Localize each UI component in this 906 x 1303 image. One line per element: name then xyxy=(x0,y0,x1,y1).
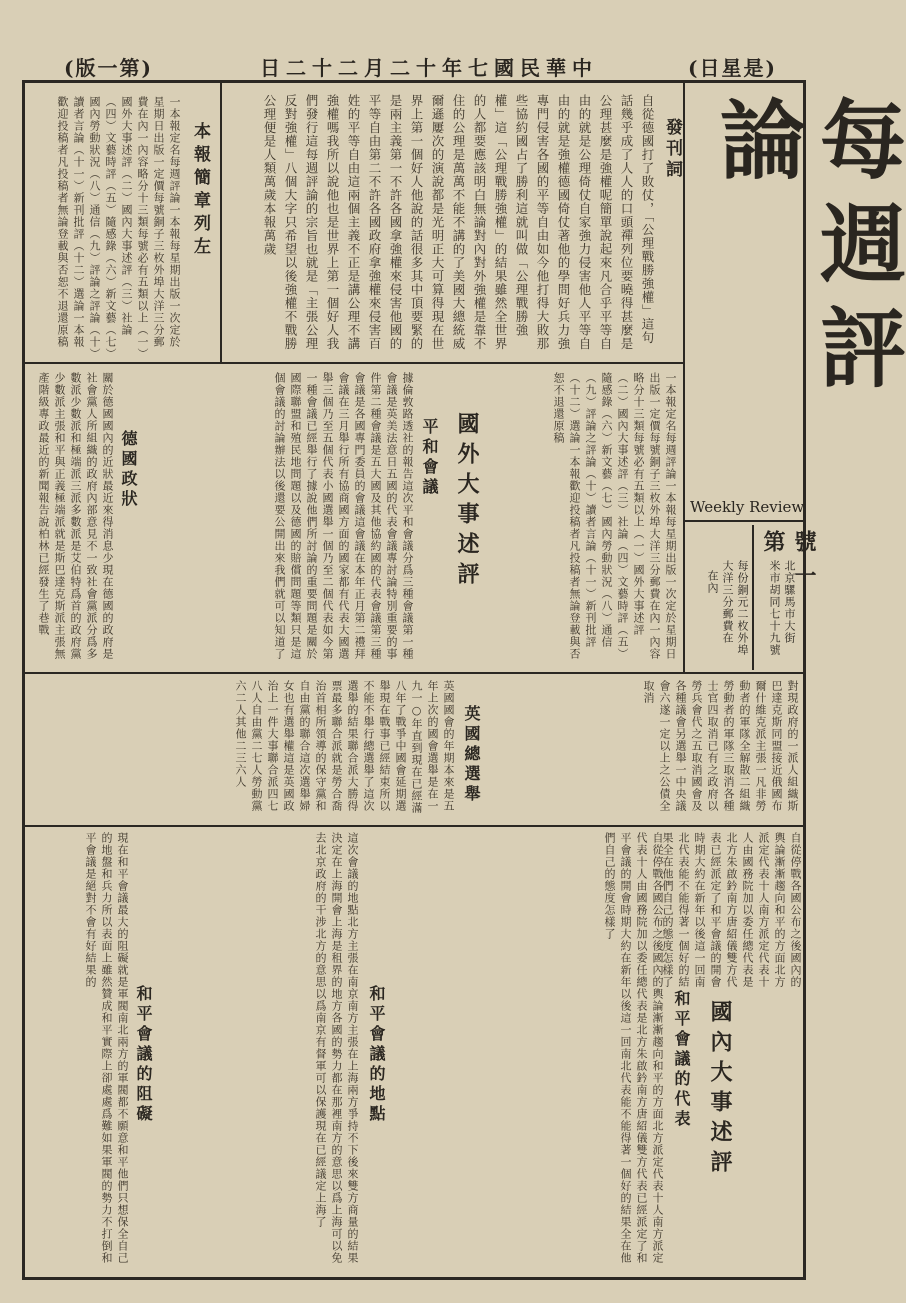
guowai-cont-text: 一本報定名每週評論一本報每星期出版一次定於星期日出版一定價每號銅子三枚外埠大洋三分郵費在內一內容略分十三類每號必有五類以上（一）國外大事述評（二）國內大事述評（三）社論（四）文藝時評（五）隨感錄（六）新文藝（七）國內勞動狀況（八）通信（九）評論之評論（十）讀者言論（十一）新刊批評（十二）選論一本報歡迎投稿者凡投稿者無論登載與否恕不退還原稿 xyxy=(552,372,677,660)
header-page: (版一第) xyxy=(64,56,153,80)
peace-title: 平和會議 xyxy=(420,418,439,498)
masthead-english: Weekly Review xyxy=(690,498,805,516)
section-divider-bottom xyxy=(25,825,803,827)
jianzhang-text: 一本報定名每週評論一本報每星期出版一次定於星期日出版一定價每號銅子三枚外埠大洋三分郵費在內一內容略分十三類每號必有五類以上（一）國外大事述評（二）國內大事述評（三）社論（四）文藝時評（五）隨感錄（六）新文藝（七）國內勞動狀況（八）通信（九）評論之評論（十）讀者言論（十一）新刊批評（十二）選論一本報歡迎投稿者凡投稿者無論登載與否恕不退還原稿 xyxy=(56,96,181,355)
section-divider-lower xyxy=(25,672,803,674)
masthead-separator xyxy=(752,525,754,670)
header-weekday: (日星是) xyxy=(688,56,777,80)
russia-text: 對現政府的一派人組織斯巴達克斯同盟接近俄國布爾什維克派主張一凡非勞動者的軍隊全解散二組織勞動者的軍隊三取消各種士官四取消已有之政府以勞兵會代之五取消國會及各種議會另選舉一中央議會六遂一定以上之公債全取消 xyxy=(642,680,799,812)
masthead-info-3: 每份銅元二枚外埠 xyxy=(736,560,749,656)
masthead-info-5: 在內 xyxy=(706,570,719,594)
location-text: 這次會議的地點北方主張在南京南方主張在上海兩方爭持不下後來雙方商量的結果決定在上海開會上海是租界的地方各國的勢力都在那裡南方的意思以爲上海可以免去北京政府的干涉北方的意思以爲南京有督軍可以保護現在已經議定上海了 xyxy=(314,832,359,1264)
masthead-info-1: 北京騾馬市大街 xyxy=(783,560,796,644)
jianzhang-title: 本報簡章列左 xyxy=(190,122,210,260)
obstacle-title: 和平會議的阻礙 xyxy=(134,985,153,1125)
location-title: 和平會議的地點 xyxy=(367,985,386,1125)
germany-title: 德國政狀 xyxy=(119,430,138,510)
obstacle-text: 現在和平會議最大的阻礙就是軍閥南北兩方的軍閥都不願意和平他們只想保全自己的地盤和兵力所以表面上雖然贊成和平實際上卻處處爲難如果軍閥的勢力不打倒和平會議是絕對不會有好結果的 xyxy=(84,832,129,1264)
delegate-text: 自從停戰各國公布之後國內的輿論漸漸趨向和平的方面北方派定代表十人南方派定代表十人由國務院加以委任總代表是北方朱啟鈐南方唐紹儀雙方代表已經派定了和平會議的開會時期大約在新年以後這一回南北代表能不能得著一個好的結果全在他們自己的態度怎樣了 xyxy=(603,832,664,1264)
guowai-title: 國外大事述評 xyxy=(454,412,480,592)
masthead-info-2: 米市胡同七十九號 xyxy=(768,560,781,656)
masthead-info-4: 大洋三分郵費在 xyxy=(721,560,734,644)
section-divider-mid xyxy=(25,362,683,364)
fakan-title: 發刊詞 xyxy=(662,118,682,181)
england-text: 英國國會的年期本來是五年上次的國會選舉是在一九一○年直到現在已經滿八年了戰爭中國會延期選舉現在戰事已經結束所以不能不舉行總選舉了這次選舉的結果聯合派大勝得票最多聯合派就是勞合喬治首相所領導的保守黨和自由黨的聯合這次選舉婦女也有選舉權這是英國政治上一件大事聯合派四七八人自由黨二七人勞動黨六二人其他二三六人 xyxy=(234,680,455,814)
fakan-left-border xyxy=(220,83,222,362)
delegate-title: 和平會議的代表 xyxy=(672,990,691,1130)
header-date: 日二十二月二十年七國民華中 xyxy=(260,56,598,80)
masthead-divider xyxy=(683,520,803,522)
fakan-text: 自從德國打了敗仗，「公理戰勝強權」這句話幾乎成了人人的口頭禪列位要曉得甚麼是公理甚麼是強權呢簡單說起來凡合乎平等自由的就是公理倚仗自家強力侵害他人平等自由的就是強權德國倚仗著他的學問好兵力強專門侵害各國的平等自由如今他打得大敗那些協約國占了勝利這就叫做「公理戰勝強權」這「公理戰勝強權」的結果雖然全世界的人都要應該明白無論對內對外強權是靠不住的公理是萬萬不能不講的了美國大總統威爾遜屢次的演說都是光明正大可算得現在世界上第一個好人他說的話很多其中頂要緊的是兩主義第一不許各國拿強權來侵害他國的平等自由第二不許各國政府拿強權來侵害百姓的平等自由這兩個主義不正是講公理不講強權嗎我所以說他也是世界上第一個好人我們發行這每週評論的宗旨也就是「主張公理反對強權」八個大字只希望以後強權不戰勝公理便是人類萬歲本報萬歲 xyxy=(262,94,655,351)
guonei-title: 國內大事述評 xyxy=(707,1000,733,1180)
england-title: 英國總選舉 xyxy=(462,705,481,805)
masthead-title: 每週評論 xyxy=(705,95,906,407)
issue-number: 號一第 xyxy=(760,530,817,598)
germany-text: 關於德國國內的近狀最近來得消息少現在德國的政府是社會黨人所組織的政府內部意見不一致社會黨派分爲多數派少數派和極端派三派多數派是艾伯特爲首的政府黨少數派主張和平與正義極端派就是斯巴達克斯派主張無產階級專政最近的新聞報告說柏林已經發生了巷戰 xyxy=(37,372,114,660)
guonei-top-text: 自從停戰各國公布之後國內的輿論漸漸趨向和平的方面北方派定代表十人南方派定代表十人由國務院加以委任總代表是北方朱啟鈐南方唐紹儀雙方代表已經派定了和平會議的開會時期大約在新年以後這一回南北代表能不能得著一個好的結果全在他們自己的態度怎樣了 xyxy=(661,832,802,988)
peace-text: 據倫敦路透社的報告這次平和會議分爲三種會議第一種會議是英美法意日五國的代表會議專討論特別重要的事件第二種會議是五大國及其他協約國的代表會議第三種會議是各國專門委員的會議這會議在本年正月第二禮拜會議在三月舉行所有協商國方面的國家都有代表大國選舉三個乃至五個代表小國選舉一個乃至二個代表如今第一種會議已經舉行了據說他們所討論的重要問題是關於國際聯盟和殖民地問題以及德國的賠償問題等類只是這個會議的討論辦法以後還要公開出來我們就可以知道了 xyxy=(273,372,414,660)
